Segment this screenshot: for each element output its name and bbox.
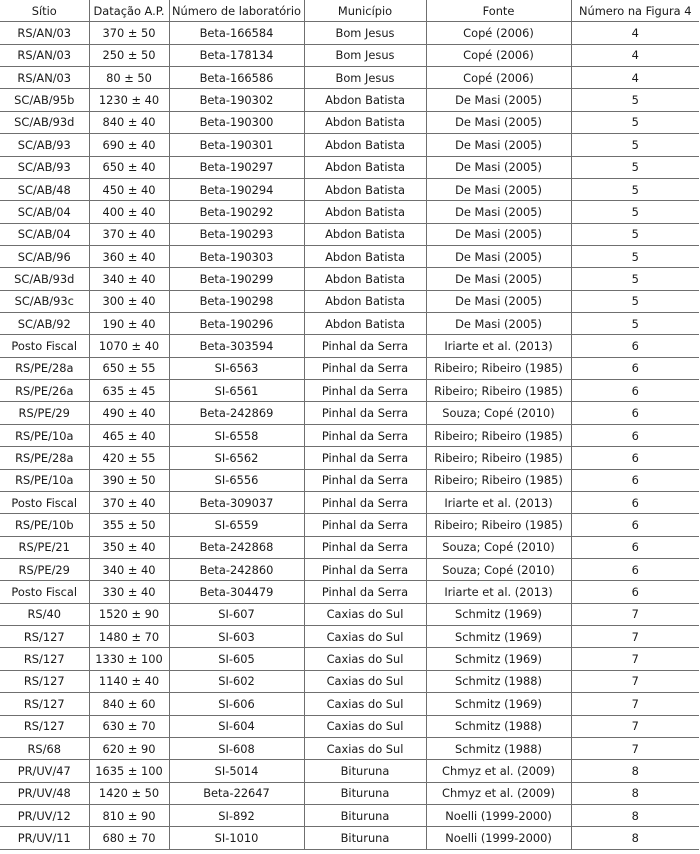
table-row — [0, 335, 699, 357]
municipio-cell: Caxias do Sul — [304, 648, 426, 670]
table-row — [0, 491, 699, 513]
laboratorio-cell: Beta-22647 — [169, 782, 304, 804]
sitio-cell: RS/127 — [0, 670, 89, 692]
figura-cell: 6 — [571, 581, 699, 603]
laboratorio-cell: SI-892 — [169, 804, 304, 826]
datacao-cell: 190 ± 40 — [89, 313, 169, 335]
table-row — [0, 134, 699, 156]
laboratorio-cell: SI-606 — [169, 693, 304, 715]
header-fonte: Fonte — [426, 0, 571, 22]
fonte-cell: De Masi (2005) — [426, 223, 571, 245]
header-numero-figura: Número na Figura 4 — [571, 0, 699, 22]
table-row — [0, 402, 699, 424]
fonte-cell: Souza; Copé (2010) — [426, 536, 571, 558]
table-row — [0, 178, 699, 200]
fonte-cell: Ribeiro; Ribeiro (1985) — [426, 380, 571, 402]
municipio-cell: Caxias do Sul — [304, 737, 426, 759]
municipio-cell: Bituruna — [304, 760, 426, 782]
sitio-cell: SC/AB/93 — [0, 134, 89, 156]
laboratorio-cell: Beta-190293 — [169, 223, 304, 245]
table-row — [0, 357, 699, 379]
figura-cell: 4 — [571, 44, 699, 66]
fonte-cell: Schmitz (1969) — [426, 626, 571, 648]
table-row — [0, 469, 699, 491]
table-row — [0, 782, 699, 804]
table-row — [0, 245, 699, 267]
figura-cell: 6 — [571, 558, 699, 580]
datacao-cell: 1070 ± 40 — [89, 335, 169, 357]
fonte-cell: De Masi (2005) — [426, 290, 571, 312]
laboratorio-cell: Beta-190298 — [169, 290, 304, 312]
municipio-cell: Bom Jesus — [304, 22, 426, 44]
fonte-cell: Noelli (1999-2000) — [426, 804, 571, 826]
sitio-cell: RS/PE/10a — [0, 469, 89, 491]
laboratorio-cell: Beta-304479 — [169, 581, 304, 603]
figura-cell: 5 — [571, 156, 699, 178]
laboratorio-cell: SI-6563 — [169, 357, 304, 379]
laboratorio-cell: Beta-166586 — [169, 67, 304, 89]
laboratorio-cell: Beta-190296 — [169, 313, 304, 335]
figura-cell: 7 — [571, 670, 699, 692]
fonte-cell: Souza; Copé (2010) — [426, 558, 571, 580]
datacao-cell: 400 ± 40 — [89, 201, 169, 223]
datacao-cell: 1635 ± 100 — [89, 760, 169, 782]
municipio-cell: Abdon Batista — [304, 290, 426, 312]
sitio-cell: RS/127 — [0, 715, 89, 737]
table-row — [0, 603, 699, 625]
fonte-cell: De Masi (2005) — [426, 134, 571, 156]
figura-cell: 4 — [571, 67, 699, 89]
laboratorio-cell: Beta-178134 — [169, 44, 304, 66]
fonte-cell: Schmitz (1988) — [426, 670, 571, 692]
figura-cell: 5 — [571, 134, 699, 156]
figura-cell: 5 — [571, 111, 699, 133]
figura-cell: 8 — [571, 827, 699, 849]
datacao-cell: 635 ± 45 — [89, 380, 169, 402]
table-row — [0, 22, 699, 44]
header-row — [0, 0, 699, 22]
sitio-cell: SC/AB/04 — [0, 223, 89, 245]
sitio-cell: PR/UV/48 — [0, 782, 89, 804]
sitio-cell: Posto Fiscal — [0, 581, 89, 603]
laboratorio-cell: Beta-309037 — [169, 491, 304, 513]
laboratorio-cell: SI-6558 — [169, 424, 304, 446]
figura-cell: 6 — [571, 447, 699, 469]
datacao-cell: 630 ± 70 — [89, 715, 169, 737]
municipio-cell: Abdon Batista — [304, 245, 426, 267]
fonte-cell: Ribeiro; Ribeiro (1985) — [426, 514, 571, 536]
fonte-cell: Schmitz (1969) — [426, 693, 571, 715]
sitio-cell: PR/UV/47 — [0, 760, 89, 782]
laboratorio-cell: Beta-242860 — [169, 558, 304, 580]
figura-cell: 6 — [571, 380, 699, 402]
figura-cell: 5 — [571, 268, 699, 290]
table-row — [0, 44, 699, 66]
municipio-cell: Pinhal da Serra — [304, 536, 426, 558]
laboratorio-cell: Beta-190292 — [169, 201, 304, 223]
table-row — [0, 737, 699, 759]
laboratorio-cell: SI-603 — [169, 626, 304, 648]
fonte-cell: Ribeiro; Ribeiro (1985) — [426, 424, 571, 446]
datacao-cell: 420 ± 55 — [89, 447, 169, 469]
datacao-cell: 1330 ± 100 — [89, 648, 169, 670]
table-row — [0, 536, 699, 558]
fonte-cell: Copé (2006) — [426, 44, 571, 66]
municipio-cell: Caxias do Sul — [304, 670, 426, 692]
laboratorio-cell: Beta-242868 — [169, 536, 304, 558]
fonte-cell: Iriarte et al. (2013) — [426, 581, 571, 603]
sitio-cell: RS/68 — [0, 737, 89, 759]
figura-cell: 4 — [571, 22, 699, 44]
datacao-cell: 355 ± 50 — [89, 514, 169, 536]
figura-cell: 7 — [571, 693, 699, 715]
municipio-cell: Abdon Batista — [304, 313, 426, 335]
datacao-cell: 370 ± 40 — [89, 223, 169, 245]
laboratorio-cell: SI-6559 — [169, 514, 304, 536]
table-row — [0, 313, 699, 335]
table-row — [0, 715, 699, 737]
table-row — [0, 804, 699, 826]
sitio-cell: SC/AB/96 — [0, 245, 89, 267]
header-numero-laboratorio: Número de laboratório — [169, 0, 304, 22]
sitio-cell: RS/127 — [0, 648, 89, 670]
sitio-cell: PR/UV/12 — [0, 804, 89, 826]
fonte-cell: De Masi (2005) — [426, 201, 571, 223]
figura-cell: 6 — [571, 514, 699, 536]
fonte-cell: Copé (2006) — [426, 22, 571, 44]
sitio-cell: RS/PE/10b — [0, 514, 89, 536]
sitio-cell: RS/PE/21 — [0, 536, 89, 558]
municipio-cell: Abdon Batista — [304, 111, 426, 133]
municipio-cell: Abdon Batista — [304, 89, 426, 111]
sitio-cell: RS/PE/10a — [0, 424, 89, 446]
figura-cell: 7 — [571, 603, 699, 625]
table-row — [0, 760, 699, 782]
table-row — [0, 693, 699, 715]
table-row — [0, 626, 699, 648]
datacao-cell: 80 ± 50 — [89, 67, 169, 89]
sitio-cell: RS/PE/28a — [0, 357, 89, 379]
table-row — [0, 581, 699, 603]
fonte-cell: Ribeiro; Ribeiro (1985) — [426, 447, 571, 469]
fonte-cell: De Masi (2005) — [426, 89, 571, 111]
header-sitio: Sítio — [0, 0, 89, 22]
datacao-cell: 450 ± 40 — [89, 178, 169, 200]
municipio-cell: Abdon Batista — [304, 156, 426, 178]
fonte-cell: De Masi (2005) — [426, 178, 571, 200]
figura-cell: 7 — [571, 737, 699, 759]
laboratorio-cell: SI-6556 — [169, 469, 304, 491]
laboratorio-cell: Beta-190302 — [169, 89, 304, 111]
figura-cell: 5 — [571, 313, 699, 335]
fonte-cell: Iriarte et al. (2013) — [426, 491, 571, 513]
sitio-cell: SC/AB/95b — [0, 89, 89, 111]
datacao-cell: 250 ± 50 — [89, 44, 169, 66]
figura-cell: 6 — [571, 491, 699, 513]
figura-cell: 6 — [571, 424, 699, 446]
fonte-cell: Schmitz (1988) — [426, 715, 571, 737]
sitio-cell: RS/AN/03 — [0, 22, 89, 44]
figura-cell: 5 — [571, 223, 699, 245]
laboratorio-cell: Beta-190297 — [169, 156, 304, 178]
datacao-cell: 390 ± 50 — [89, 469, 169, 491]
fonte-cell: Noelli (1999-2000) — [426, 827, 571, 849]
municipio-cell: Abdon Batista — [304, 268, 426, 290]
table-row — [0, 290, 699, 312]
fonte-cell: Ribeiro; Ribeiro (1985) — [426, 357, 571, 379]
table-row — [0, 201, 699, 223]
sitio-cell: RS/PE/29 — [0, 402, 89, 424]
table-row — [0, 380, 699, 402]
municipio-cell: Abdon Batista — [304, 223, 426, 245]
laboratorio-cell: SI-1010 — [169, 827, 304, 849]
figura-cell: 5 — [571, 290, 699, 312]
municipio-cell: Bom Jesus — [304, 44, 426, 66]
figura-cell: 5 — [571, 178, 699, 200]
municipio-cell: Caxias do Sul — [304, 693, 426, 715]
fonte-cell: Ribeiro; Ribeiro (1985) — [426, 469, 571, 491]
laboratorio-cell: Beta-166584 — [169, 22, 304, 44]
laboratorio-cell: SI-604 — [169, 715, 304, 737]
laboratorio-cell: Beta-303594 — [169, 335, 304, 357]
fonte-cell: De Masi (2005) — [426, 268, 571, 290]
datacao-cell: 840 ± 60 — [89, 693, 169, 715]
laboratorio-cell: SI-5014 — [169, 760, 304, 782]
table-row — [0, 670, 699, 692]
sitio-cell: Posto Fiscal — [0, 335, 89, 357]
datacao-cell: 350 ± 40 — [89, 536, 169, 558]
municipio-cell: Pinhal da Serra — [304, 581, 426, 603]
municipio-cell: Pinhal da Serra — [304, 491, 426, 513]
fonte-cell: Schmitz (1969) — [426, 648, 571, 670]
laboratorio-cell: SI-602 — [169, 670, 304, 692]
sitio-cell: SC/AB/92 — [0, 313, 89, 335]
datacao-cell: 1140 ± 40 — [89, 670, 169, 692]
municipio-cell: Pinhal da Serra — [304, 514, 426, 536]
sitio-cell: SC/AB/93 — [0, 156, 89, 178]
municipio-cell: Abdon Batista — [304, 201, 426, 223]
sitio-cell: RS/40 — [0, 603, 89, 625]
header-datacao: Datação A.P. — [89, 0, 169, 22]
municipio-cell: Pinhal da Serra — [304, 380, 426, 402]
laboratorio-cell: Beta-242869 — [169, 402, 304, 424]
table-row — [0, 67, 699, 89]
municipio-cell: Bituruna — [304, 827, 426, 849]
municipio-cell: Abdon Batista — [304, 178, 426, 200]
laboratorio-cell: SI-6562 — [169, 447, 304, 469]
table-row — [0, 156, 699, 178]
municipio-cell: Bituruna — [304, 804, 426, 826]
municipio-cell: Caxias do Sul — [304, 626, 426, 648]
sitio-cell: Posto Fiscal — [0, 491, 89, 513]
sitio-cell: SC/AB/04 — [0, 201, 89, 223]
table-row — [0, 268, 699, 290]
datacao-cell: 810 ± 90 — [89, 804, 169, 826]
table-row — [0, 111, 699, 133]
figura-cell: 7 — [571, 715, 699, 737]
datacao-cell: 840 ± 40 — [89, 111, 169, 133]
fonte-cell: Schmitz (1988) — [426, 737, 571, 759]
fonte-cell: Chmyz et al. (2009) — [426, 782, 571, 804]
fonte-cell: Iriarte et al. (2013) — [426, 335, 571, 357]
laboratorio-cell: Beta-190299 — [169, 268, 304, 290]
municipio-cell: Caxias do Sul — [304, 603, 426, 625]
figura-cell: 5 — [571, 245, 699, 267]
table-row — [0, 223, 699, 245]
datacao-cell: 1520 ± 90 — [89, 603, 169, 625]
fonte-cell: Schmitz (1969) — [426, 603, 571, 625]
datacao-cell: 300 ± 40 — [89, 290, 169, 312]
figura-cell: 6 — [571, 469, 699, 491]
datacao-cell: 1480 ± 70 — [89, 626, 169, 648]
figura-cell: 6 — [571, 402, 699, 424]
datacao-cell: 1420 ± 50 — [89, 782, 169, 804]
sitio-cell: RS/PE/29 — [0, 558, 89, 580]
sitio-cell: RS/127 — [0, 693, 89, 715]
sitio-cell: SC/AB/93d — [0, 111, 89, 133]
datacao-cell: 340 ± 40 — [89, 558, 169, 580]
table-row — [0, 827, 699, 849]
fonte-cell: Chmyz et al. (2009) — [426, 760, 571, 782]
table-row — [0, 447, 699, 469]
sitio-cell: SC/AB/93c — [0, 290, 89, 312]
sitio-cell: PR/UV/11 — [0, 827, 89, 849]
datacao-cell: 1230 ± 40 — [89, 89, 169, 111]
figura-cell: 6 — [571, 335, 699, 357]
datacao-cell: 340 ± 40 — [89, 268, 169, 290]
municipio-cell: Pinhal da Serra — [304, 469, 426, 491]
fonte-cell: De Masi (2005) — [426, 245, 571, 267]
figura-cell: 8 — [571, 782, 699, 804]
figura-cell: 6 — [571, 357, 699, 379]
fonte-cell: De Masi (2005) — [426, 111, 571, 133]
fonte-cell: De Masi (2005) — [426, 313, 571, 335]
figura-cell: 8 — [571, 804, 699, 826]
laboratorio-cell: SI-608 — [169, 737, 304, 759]
table-body — [0, 22, 699, 849]
laboratorio-cell: Beta-190301 — [169, 134, 304, 156]
figura-cell: 5 — [571, 201, 699, 223]
sitio-cell: RS/AN/03 — [0, 44, 89, 66]
table-row — [0, 424, 699, 446]
datacao-cell: 465 ± 40 — [89, 424, 169, 446]
table-row — [0, 648, 699, 670]
datacao-cell: 650 ± 40 — [89, 156, 169, 178]
municipio-cell: Bom Jesus — [304, 67, 426, 89]
datacao-cell: 680 ± 70 — [89, 827, 169, 849]
figura-cell: 7 — [571, 648, 699, 670]
figura-cell: 7 — [571, 626, 699, 648]
datacao-cell: 330 ± 40 — [89, 581, 169, 603]
sitio-cell: RS/127 — [0, 626, 89, 648]
table-row — [0, 89, 699, 111]
fonte-cell: De Masi (2005) — [426, 156, 571, 178]
sitio-cell: RS/PE/28a — [0, 447, 89, 469]
sitio-cell: RS/AN/03 — [0, 67, 89, 89]
sitio-cell: SC/AB/93d — [0, 268, 89, 290]
table-row — [0, 514, 699, 536]
fonte-cell: Souza; Copé (2010) — [426, 402, 571, 424]
laboratorio-cell: SI-607 — [169, 603, 304, 625]
sitio-cell: RS/PE/26a — [0, 380, 89, 402]
municipio-cell: Caxias do Sul — [304, 715, 426, 737]
laboratorio-cell: SI-6561 — [169, 380, 304, 402]
laboratorio-cell: Beta-190294 — [169, 178, 304, 200]
fonte-cell: Copé (2006) — [426, 67, 571, 89]
figura-cell: 8 — [571, 760, 699, 782]
municipio-cell: Pinhal da Serra — [304, 424, 426, 446]
figura-cell: 5 — [571, 89, 699, 111]
datacao-cell: 370 ± 50 — [89, 22, 169, 44]
datacao-cell: 620 ± 90 — [89, 737, 169, 759]
municipio-cell: Pinhal da Serra — [304, 558, 426, 580]
datacao-cell: 370 ± 40 — [89, 491, 169, 513]
datacao-cell: 490 ± 40 — [89, 402, 169, 424]
municipio-cell: Pinhal da Serra — [304, 357, 426, 379]
municipio-cell: Pinhal da Serra — [304, 335, 426, 357]
laboratorio-cell: Beta-190300 — [169, 111, 304, 133]
table-row — [0, 558, 699, 580]
figura-cell: 6 — [571, 536, 699, 558]
datacao-cell: 360 ± 40 — [89, 245, 169, 267]
laboratorio-cell: SI-605 — [169, 648, 304, 670]
datacao-cell: 650 ± 55 — [89, 357, 169, 379]
laboratorio-cell: Beta-190303 — [169, 245, 304, 267]
header-municipio: Município — [304, 0, 426, 22]
municipio-cell: Pinhal da Serra — [304, 402, 426, 424]
municipio-cell: Bituruna — [304, 782, 426, 804]
datacao-cell: 690 ± 40 — [89, 134, 169, 156]
sitio-cell: SC/AB/48 — [0, 178, 89, 200]
municipio-cell: Pinhal da Serra — [304, 447, 426, 469]
municipio-cell: Abdon Batista — [304, 134, 426, 156]
